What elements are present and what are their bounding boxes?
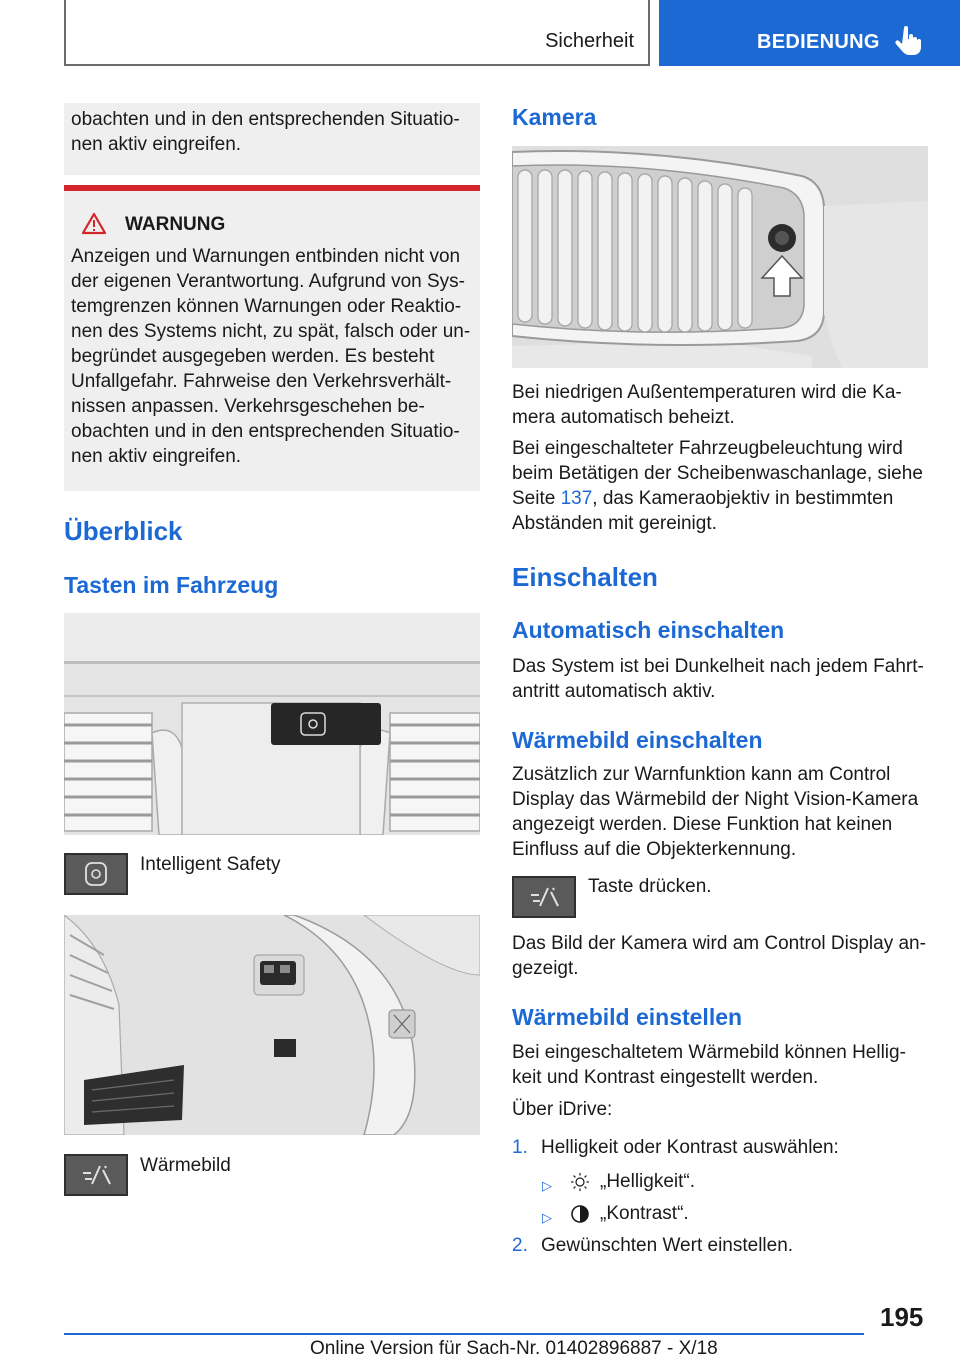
substep-contrast <box>512 1201 928 1226</box>
steering-column-image <box>64 915 480 1135</box>
continued-note-text: obachten und in den entsprechenden Situationen aktiv eingreifen. <box>71 109 460 155</box>
night-vision-icon <box>66 1156 126 1194</box>
page-number: 195 <box>880 1302 924 1332</box>
intelligent-safety-label: Intelligent Safety <box>140 854 281 875</box>
bullet-triangle-icon: ▷ <box>542 1178 552 1193</box>
thermal-on-key <box>512 876 576 918</box>
step-1 <box>512 1135 928 1160</box>
warning-triangle-icon <box>81 212 107 235</box>
substep-brightness <box>512 1169 928 1194</box>
substep-contrast-text: „Kontrast“. <box>600 1203 689 1224</box>
heading-thermal-set: Wärmebild einstellen <box>512 1004 743 1030</box>
footer-text: Online Version für Sach-Nr. 01402896887 - X/18 <box>310 1338 718 1359</box>
warning-box <box>64 191 480 491</box>
step-1-text: Helligkeit oder Kontrast auswählen: <box>541 1137 839 1158</box>
page-link-137[interactable]: 137 <box>560 488 593 509</box>
step-2 <box>512 1233 928 1258</box>
header-chapter-title: BEDIENUNG <box>757 31 880 53</box>
heading-camera: Kamera <box>512 104 597 130</box>
hand-pointer-icon <box>895 26 923 56</box>
brightness-icon <box>570 1172 590 1192</box>
dashboard-button-image <box>64 613 480 835</box>
camera-cleaning-text-a: Bei eingeschalteter Fahrzeugbeleuchtung wird beim Betätigen der Scheibenwaschanlage, siehe Seite <box>512 438 923 509</box>
substep-brightness-text: „Helligkeit“. <box>600 1171 696 1192</box>
heading-auto-switch-on: Automatisch einschalten <box>512 617 785 643</box>
step-2-number: 2. <box>512 1235 528 1256</box>
auto-switch-on-text: Das System ist bei Dunkelheit nach jedem Fahrtantritt automatisch aktiv. <box>512 656 924 702</box>
footer-line <box>64 1333 864 1335</box>
header-section-title: Sicherheit <box>545 30 634 52</box>
continued-note-box <box>64 103 480 175</box>
intelligent-safety-icon <box>66 855 126 893</box>
camera-cleaning-text-b: , das Kameraobjektiv in bestimmten Abständen mit gereinigt. <box>512 488 894 534</box>
step-1-number: 1. <box>512 1137 528 1158</box>
camera-cleaning-text <box>512 436 928 536</box>
contrast-icon <box>570 1204 590 1224</box>
heading-buttons-in-vehicle: Tasten im Fahrzeug <box>64 572 279 598</box>
heading-overview: Überblick <box>64 516 183 546</box>
thermal-set-text: Bei eingeschaltetem Wärmebild können Helligkeit und Kontrast eingestellt werden. <box>512 1042 906 1088</box>
night-vision-icon <box>514 878 574 916</box>
thermal-image-key <box>64 1154 128 1196</box>
press-key-text: Taste drücken. <box>588 876 712 897</box>
camera-grille-image <box>512 146 928 368</box>
idrive-text: Über iDrive: <box>512 1099 613 1120</box>
thermal-on-text: Zusätzlich zur Warnfunktion kann am Control Display das Wärmebild der Night Vision-Kamera angezeigt werden. Diese Funktion hat keinen Einfluss auf die Objekterkennung. <box>512 764 919 860</box>
camera-display-text: Das Bild der Kamera wird am Control Display angezeigt. <box>512 933 926 979</box>
heading-switch-on: Einschalten <box>512 562 658 592</box>
grille-illustration <box>512 146 928 368</box>
step-2-text: Gewünschten Wert einstellen. <box>541 1235 794 1256</box>
header-chapter-tab <box>659 0 960 66</box>
intelligent-safety-key <box>64 853 128 895</box>
header-section-tab <box>64 0 650 66</box>
thermal-image-label: Wärmebild <box>140 1155 231 1176</box>
dashboard-illustration <box>64 613 480 835</box>
warning-text: Anzeigen und Warnungen entbinden nicht von der eigenen Verantwortung. Aufgrund von Systemgrenzen können Warnungen oder Reaktionen des Systems nicht, zu spät, falsch oder unbegründet ausgegeben werden. Es besteht Unfallgefahr. Fahrweise den Verkehrsverhältnissen anpassen. Verkehrsgeschehen beobachten und in den entsprechenden Situationen aktiv eingreifen. <box>71 246 471 467</box>
heading-thermal-on: Wärmebild einschalten <box>512 727 763 753</box>
bullet-triangle-icon: ▷ <box>542 1210 552 1225</box>
warning-title: WARNUNG <box>125 214 226 235</box>
camera-heating-text: Bei niedrigen Außentemperaturen wird die Kamera automatisch beheizt. <box>512 382 902 428</box>
steering-illustration <box>64 915 480 1135</box>
